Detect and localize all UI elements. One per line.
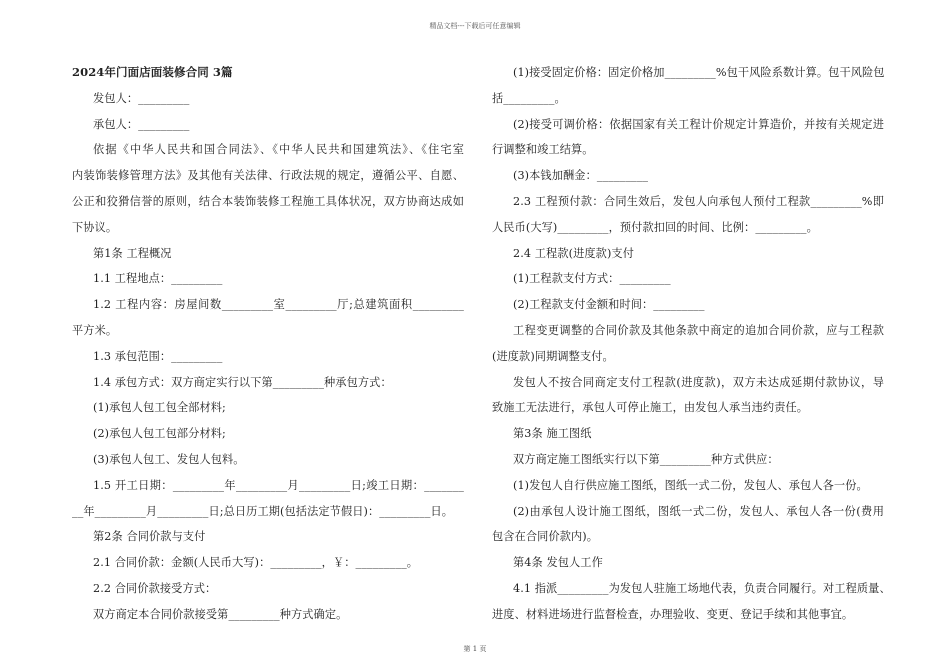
text-line: 双方商定本合同价款接受第_________种方式确定。 xyxy=(93,607,348,621)
text-line: (进度款)同期调整支付。 xyxy=(492,349,614,363)
text-line: 4.1 指派_________为发包人驻施工场地代表，负责合同履行。对工程质量、 xyxy=(513,581,891,595)
text-line: __年_________月_________日;总日历工期(包括法定节假日)：_________日。 xyxy=(72,504,454,518)
page-number: 第 1 页 xyxy=(463,645,487,653)
text-line: 平方米。 xyxy=(72,323,118,337)
text-line: 第4条 发包人工作 xyxy=(513,556,603,570)
text-line: 包含在合同价款内)。 xyxy=(492,530,599,544)
text-line: (2)由承包人设计施工图纸，图纸一式二份，发包人、承包人各一份(费用 xyxy=(513,504,884,518)
text-line: 第1条 工程概况 xyxy=(93,246,172,260)
text-line: 第2条 合同价款与支付 xyxy=(93,530,206,544)
text-line: 行调整和竣工结算。 xyxy=(492,143,594,157)
text-line: (1)发包人自行供应施工图纸，图纸一式二份，发包人、承包人各一份。 xyxy=(513,478,868,492)
text-line: (2)接受可调价格：依据国家有关工程计价规定计算造价，并按有关规定进 xyxy=(513,117,884,131)
text-line: 2.4 工程款(进度款)支付 xyxy=(513,246,634,260)
text-line: 进度、材料进场进行监督检查，办理验收、变更、登记手续和其他事宜。 xyxy=(492,607,854,621)
text-line: 致施工无法进行，承包人可停止施工，由发包人承当违约责任。 xyxy=(492,401,809,415)
text-line: (1)接受固定价格：固定价格加_________%包干风险系数计算。包干风险包 xyxy=(513,66,885,79)
text-line: 2.2 合同价款接受方式： xyxy=(93,581,217,595)
text-line: (3)本钱加酬金：_________ xyxy=(513,169,649,183)
document-title: 2024年门面店面装修合同 3篇 xyxy=(72,65,233,79)
text-line: 下协议。 xyxy=(72,220,118,234)
text-line: 第3条 施工图纸 xyxy=(513,427,592,441)
left-column xyxy=(72,60,464,628)
text-line: (1)工程款支付方式：_________ xyxy=(513,272,671,286)
text-line: 内装饰装修管理方法》及其他有关法律、行政法规的规定，遵循公平、自愿、 xyxy=(72,169,464,183)
text-line: 发包人不按合同商定支付工程款(进度款)，双方未达成延期付款协议，导 xyxy=(513,375,884,389)
text-line: 2.1 合同价款：金额(人民币大写)：_________，￥：_________。 xyxy=(93,556,419,570)
text-line: (2)工程款支付金额和时间：_________ xyxy=(513,298,705,312)
text-line: 1.2 工程内容：房屋间数_________室_________厅;总建筑面积_________ xyxy=(93,298,464,312)
text-line: 发包人：_________ xyxy=(93,91,190,105)
text-line: 承包人：_________ xyxy=(93,117,190,131)
text-line: 依据《中华人民共和国合同法》、《中华人民共和国建筑法》、《住宅室 xyxy=(93,143,464,157)
text-line: (3)承包人包工、发包人包料。 xyxy=(93,452,245,466)
text-line: 括_________。 xyxy=(492,91,566,105)
text-line: 公正和狡猾信誉的原则，结合本装饰装修工程施工具体状况，双方协商达成如 xyxy=(72,194,464,208)
right-column xyxy=(492,60,891,628)
text-line: 双方商定施工图纸实行以下第_________种方式供应： xyxy=(513,452,779,466)
text-line: (1)承包人包工包全部材料; xyxy=(93,401,226,415)
text-line: (2)承包人包工包部分材料; xyxy=(93,427,226,441)
text-line: 1.5 开工日期：_________年_________月_________日;竣工日期：_______ xyxy=(93,478,464,492)
text-line: 人民币(大写)_________，预付款扣回的时间、比例：_________。 xyxy=(492,220,818,234)
text-line: 1.4 承包方式：双方商定实行以下第_________种承包方式： xyxy=(93,375,392,389)
page-header-note: 精品文档---下载后可任意编辑 xyxy=(429,22,521,30)
text-line: 2.3 工程预付款：合同生效后，发包人向承包人预付工程款_________%即 xyxy=(513,194,884,208)
text-line: 工程变更调整的合同价款及其他条款中商定的追加合同价款，应与工程款 xyxy=(513,323,884,337)
text-line: 1.1 工程地点：_________ xyxy=(93,272,223,286)
text-line: 1.3 承包范围：_________ xyxy=(93,349,223,363)
